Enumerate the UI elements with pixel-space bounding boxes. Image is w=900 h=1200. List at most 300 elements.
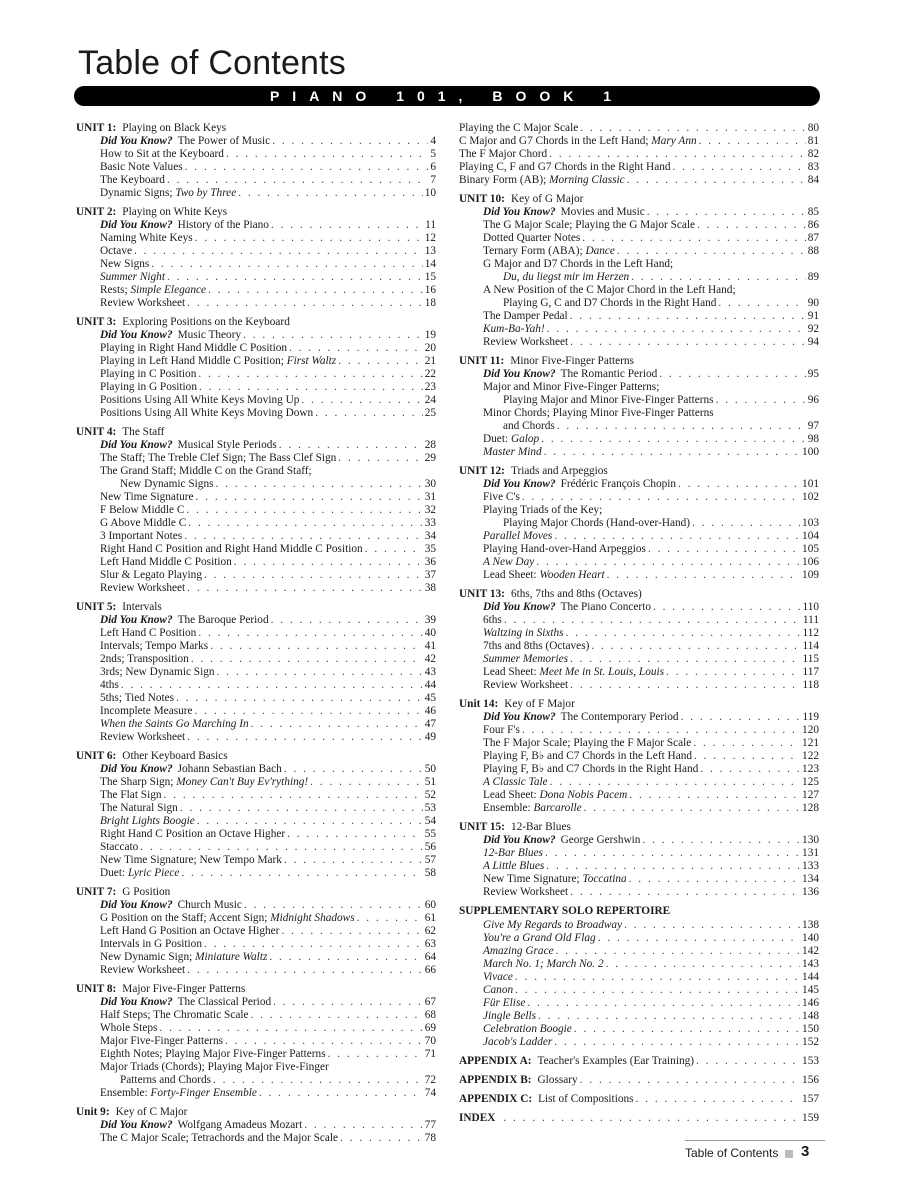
entry-title [483,206,645,219]
entry-title [100,763,282,776]
toc-entry[interactable] [76,394,436,407]
toc-entry[interactable] [76,465,436,478]
dot-leader [716,394,806,407]
unit-heading[interactable] [76,206,436,219]
toc-entry[interactable] [459,997,819,1010]
toc-entry[interactable] [76,135,436,148]
dot-leader [204,938,423,951]
entry-text: Playing the C Major Scale [459,122,579,134]
page-number-ref: 32 [424,504,436,516]
toc-entry[interactable] [76,951,436,964]
page-number-ref: 28 [424,439,436,451]
page-number-ref: 55 [424,828,436,840]
toc-entry[interactable] [76,174,436,187]
toc-entry[interactable] [76,899,436,912]
entry-text: The Classical Period [177,996,272,1008]
dot-leader [653,601,800,614]
toc-entry[interactable] [459,679,819,692]
page-number-ref: 49 [424,731,436,743]
page-number-ref: 142 [802,945,819,957]
toc-entry[interactable] [459,232,819,245]
dot-leader [251,718,423,731]
toc-entry[interactable] [459,666,819,679]
entry-text: Playing Triads of the Key; [483,504,603,516]
toc-entry[interactable] [76,504,436,517]
unit-title: 12-Bar Blues [510,821,571,833]
dot-leader [304,1119,422,1132]
toc-entry[interactable] [459,491,819,504]
entry-text: The Keyboard [100,174,165,186]
page-number-ref: 61 [424,912,436,924]
toc-entry[interactable] [459,245,819,258]
toc-entry[interactable] [459,504,819,517]
toc-entry[interactable] [76,1119,436,1132]
page-number-ref: 52 [424,789,436,801]
dot-leader [700,763,800,776]
page-number-ref: 83 [807,161,819,173]
dot-leader [185,161,429,174]
page-number-ref: 23 [424,381,436,393]
toc-entry[interactable] [459,640,819,653]
toc-entry[interactable] [459,478,819,491]
toc-entry[interactable] [76,776,436,789]
toc-unit [76,426,436,595]
toc-entry[interactable] [76,692,436,705]
entry-title [100,232,193,245]
page-number-ref: 146 [802,997,819,1009]
toc-entry[interactable] [459,323,819,336]
dot-leader [301,394,422,407]
toc-entry[interactable] [76,148,436,161]
toc-entry[interactable] [76,478,436,491]
unit-heading[interactable] [76,601,436,614]
entry-text: Playing G, C and D7 Chords in the Right Hand [503,297,717,309]
entry-text: The Power of Music [177,135,271,147]
toc-entry[interactable] [76,789,436,802]
toc-entry[interactable] [76,187,436,200]
toc-entry[interactable] [76,854,436,867]
entry-title [483,368,657,381]
page-number-ref: 29 [424,452,436,464]
page-number-ref: 121 [802,737,819,749]
toc-entry[interactable] [76,828,436,841]
toc-entry[interactable] [76,381,436,394]
entry-title [503,271,629,284]
entry-text: 5ths; Tied Notes [100,692,175,704]
dot-leader [338,452,422,465]
toc-entry[interactable] [459,336,819,349]
page-number-ref: 148 [802,1010,819,1022]
dot-leader [541,433,806,446]
toc-entry[interactable] [76,763,436,776]
entry-title [503,394,714,407]
unit-heading[interactable] [76,426,436,439]
entry-text: The Staff; The Treble Clef Sign; The Bass Clef Sign [100,452,337,464]
toc-entry[interactable] [459,517,819,530]
unit-heading[interactable] [459,588,819,601]
toc-entry[interactable] [76,342,436,355]
toc-entry[interactable] [76,627,436,640]
toc-entry[interactable] [459,776,819,789]
toc-entry[interactable] [459,860,819,873]
toc-entry[interactable] [459,161,819,174]
toc-entry[interactable] [459,1010,819,1023]
entry-italic-title: Barcarolle [533,802,582,814]
toc-entry[interactable] [459,530,819,543]
toc-entry[interactable] [459,407,819,420]
page-number-ref: 24 [424,394,436,406]
dot-leader [310,776,423,789]
toc-entry[interactable] [76,329,436,342]
toc-entry[interactable] [459,310,819,323]
page-number-ref: 30 [424,478,436,490]
unit-heading[interactable] [76,316,436,329]
page-number-ref: 102 [802,491,819,503]
entry-title [100,381,197,394]
page-number-ref: 66 [424,964,436,976]
did-you-know-label: Did You Know? [483,834,556,846]
entry-title [100,329,241,342]
toc-entry[interactable] [76,815,436,828]
toc-unit [459,355,819,459]
toc-entry[interactable] [76,407,436,420]
entry-title [483,381,659,394]
page-number-ref: 145 [802,984,819,996]
toc-entry[interactable] [459,420,819,433]
toc-entry[interactable] [76,679,436,692]
toc-entry[interactable] [76,1061,436,1074]
toc-entry[interactable] [76,232,436,245]
appendix-entry[interactable] [459,1093,819,1106]
toc-entry[interactable] [459,886,819,899]
appendix-label: INDEX [459,1112,496,1124]
unit-heading[interactable] [459,465,819,478]
toc-entry[interactable] [76,996,436,1009]
page-number-ref: 90 [807,297,819,309]
dot-leader [217,666,423,679]
toc-entry[interactable] [76,912,436,925]
entry-italic-title: Jingle Bells [483,1010,537,1022]
entry-title [483,886,568,899]
toc-entry[interactable] [76,1074,436,1087]
toc-entry[interactable] [459,368,819,381]
toc-entry[interactable] [76,284,436,297]
toc-entry[interactable] [76,1035,436,1048]
did-you-know-label: Did You Know? [483,368,556,380]
unit-title: Playing on Black Keys [122,122,227,134]
entry-italic-title: March No. 1; March No. 2 [483,958,604,970]
toc-entry[interactable] [76,1009,436,1022]
entry-title [100,938,202,951]
toc-entry[interactable] [459,258,819,271]
unit-label: UNIT 1: [76,122,117,134]
entry-title [100,219,269,232]
toc-entry[interactable] [459,122,819,135]
entry-title [100,731,185,744]
toc-entry[interactable] [459,945,819,958]
entry-text: Lead Sheet: [483,569,537,581]
dot-leader [210,640,423,653]
toc-entry[interactable] [459,789,819,802]
entry-title [100,284,206,297]
entry-text: Basic Note Values [100,161,183,173]
unit-heading[interactable] [76,886,436,899]
toc-entry[interactable] [459,627,819,640]
toc-entry[interactable] [459,446,819,459]
toc-entry[interactable] [76,556,436,569]
dot-leader [636,1093,801,1106]
toc-entry[interactable] [76,161,436,174]
entry-title [100,640,208,653]
page-number-ref: 136 [802,886,819,898]
entry-title [100,627,196,640]
dot-leader [527,997,800,1010]
toc-entry[interactable] [76,1087,436,1100]
toc-entry[interactable] [76,271,436,284]
unit-heading[interactable] [459,355,819,368]
entry-text: 6ths [483,614,502,626]
did-you-know-label: Did You Know? [100,1119,173,1131]
toc-entry[interactable] [76,219,436,232]
toc-entry[interactable] [459,971,819,984]
toc-entry[interactable] [459,174,819,187]
toc-left-column [76,122,436,1151]
toc-entry[interactable] [76,1048,436,1061]
toc-entry[interactable] [459,724,819,737]
appendix-entry[interactable] [459,1055,819,1068]
page-number-ref: 89 [807,271,819,283]
toc-entry[interactable] [76,517,436,530]
toc-entry[interactable] [76,964,436,977]
dot-leader [259,1087,423,1100]
toc-entry[interactable] [459,433,819,446]
toc-entry[interactable] [459,737,819,750]
appendix-entry[interactable] [459,1074,819,1087]
unit-heading[interactable] [459,193,819,206]
entry-title [483,433,539,446]
entry-italic-title: A Little Blues [483,860,545,872]
entry-title [483,504,602,517]
toc-entry[interactable] [76,245,436,258]
toc-entry[interactable] [459,653,819,666]
page-number-ref: 97 [807,420,819,432]
page-number-ref: 46 [424,705,436,717]
entry-title [100,1035,223,1048]
toc-entry[interactable] [76,867,436,880]
toc-entry[interactable] [76,731,436,744]
entry-text: New Dynamic Sign; [100,951,193,963]
entry-title [100,828,285,841]
toc-entry[interactable] [76,614,436,627]
toc-entry[interactable] [76,640,436,653]
toc-entry[interactable] [459,381,819,394]
dot-leader [198,627,422,640]
toc-entry[interactable] [459,601,819,614]
toc-entry[interactable] [459,614,819,627]
toc-entry[interactable] [459,750,819,763]
entry-italic-title: Midnight Shadows [270,912,355,924]
toc-entry[interactable] [459,711,819,724]
toc-entry[interactable] [459,556,819,569]
toc-entry[interactable] [459,135,819,148]
entry-text: Positions Using All White Keys Moving Down [100,407,314,419]
page-number-ref: 130 [802,834,819,846]
entry-title [100,1048,326,1061]
toc-entry[interactable] [76,802,436,815]
toc-entry[interactable] [459,932,819,945]
toc-entry[interactable] [459,219,819,232]
toc-entry[interactable] [459,1036,819,1049]
footer-label: Table of Contents [685,1146,779,1160]
unit-heading[interactable] [76,750,436,763]
toc-entry[interactable] [459,148,819,161]
appendix-label: APPENDIX C: [459,1093,533,1105]
toc-entry[interactable] [76,368,436,381]
entry-title [459,122,578,135]
toc-entry[interactable] [459,802,819,815]
toc-entry[interactable] [76,925,436,938]
entry-text: Octave [100,245,132,257]
entry-title [100,439,277,452]
toc-entry[interactable] [76,452,436,465]
entry-title [483,984,513,997]
entry-title [483,653,568,666]
page-number-ref: 82 [807,148,819,160]
toc-entry[interactable] [76,1132,436,1145]
entry-title [100,614,269,627]
unit-heading[interactable] [459,821,819,834]
toc-entry[interactable] [459,206,819,219]
toc-unit [76,1106,436,1145]
entry-title [459,135,697,148]
toc-entry[interactable] [76,297,436,310]
toc-entry[interactable] [76,439,436,452]
entry-italic-title: Bright Lights Boogie [100,815,195,827]
toc-entry[interactable] [76,938,436,951]
toc-unit [76,316,436,420]
toc-entry[interactable] [76,653,436,666]
toc-entry[interactable] [76,543,436,556]
dot-leader [181,867,422,880]
dot-leader [554,530,800,543]
entry-text: Major Five-Finger Patterns [100,1035,223,1047]
entry-title [100,258,149,271]
entry-italic-title: Canon [483,984,514,996]
toc-entry[interactable] [76,841,436,854]
dot-leader [544,446,800,459]
page-number-ref: 5 [430,148,436,160]
page-number-ref: 117 [802,666,819,678]
dot-leader [199,381,423,394]
entry-title [483,919,622,932]
toc-entry[interactable] [76,569,436,582]
toc-entry[interactable] [459,543,819,556]
entry-italic-title: Du, du liegst mir im Herzen [503,271,630,283]
entry-title [483,310,568,323]
entry-title [483,834,640,847]
unit-heading[interactable] [76,122,436,135]
unit-heading[interactable] [76,1106,436,1119]
toc-entry[interactable] [76,666,436,679]
unit-label: UNIT 4: [76,426,117,438]
appendix-text: Teacher's Examples (Ear Training) [537,1055,695,1067]
page-number-ref: 150 [802,1023,819,1035]
dot-leader [271,614,423,627]
entry-title [483,860,544,873]
dot-leader [243,329,423,342]
page-number-ref: 88 [807,245,819,257]
dot-leader [545,847,800,860]
entry-text: 2nds; Transposition [100,653,189,665]
dot-leader [134,245,423,258]
dot-leader [570,336,806,349]
entry-title [483,802,582,815]
page-number-ref: 112 [802,627,819,639]
unit-heading[interactable] [459,698,819,711]
toc-entry[interactable] [459,271,819,284]
entry-text: 3rds; New Dynamic Sign [100,666,215,678]
entry-italic-title: When the Saints Go Marching In [100,718,249,730]
toc-entry[interactable] [459,919,819,932]
page-number-ref: 140 [802,932,819,944]
appendix-entry[interactable] [459,1112,819,1125]
dot-leader [195,705,423,718]
toc-entry[interactable] [459,834,819,847]
toc-entry[interactable] [76,705,436,718]
dot-leader [284,763,423,776]
entry-italic-title: Jacob's Ladder [483,1036,553,1048]
entry-italic-title: Mary Ann [651,135,697,147]
dot-leader [284,854,423,867]
page-number-ref: 40 [424,627,436,639]
entry-text: Dotted Quarter Notes [483,232,581,244]
toc-entry[interactable] [459,984,819,997]
entry-text: History of the Piano [177,219,269,231]
toc-entry[interactable] [459,297,819,310]
toc-entry[interactable] [459,569,819,582]
toc-entry[interactable] [459,284,819,297]
entry-title [483,997,525,1010]
toc-entry[interactable] [459,847,819,860]
entry-text: Right Hand C Position an Octave Higher [100,828,286,840]
unit-label: UNIT 2: [76,206,117,218]
toc-entry[interactable] [76,582,436,595]
toc-entry[interactable] [76,718,436,731]
toc-entry[interactable] [76,491,436,504]
dot-leader [673,161,806,174]
entry-title [100,355,336,368]
toc-entry[interactable] [76,1022,436,1035]
toc-entry[interactable] [459,763,819,776]
toc-entry[interactable] [459,1023,819,1036]
toc-entry[interactable] [76,530,436,543]
page-number-ref: 22 [424,368,436,380]
page-number-ref: 20 [424,342,436,354]
toc-entry[interactable] [76,258,436,271]
entry-title [100,543,363,556]
toc-entry[interactable] [459,394,819,407]
entry-title [483,219,695,232]
dot-leader [546,860,800,873]
toc-entry[interactable] [76,355,436,368]
entry-text: Whole Steps [100,1022,158,1034]
unit-heading[interactable] [76,983,436,996]
toc-entry[interactable] [459,873,819,886]
page-number-ref: 25 [424,407,436,419]
toc-entry[interactable] [459,958,819,971]
appendix-title [459,1074,578,1087]
entry-text: Lead Sheet: [483,789,537,801]
